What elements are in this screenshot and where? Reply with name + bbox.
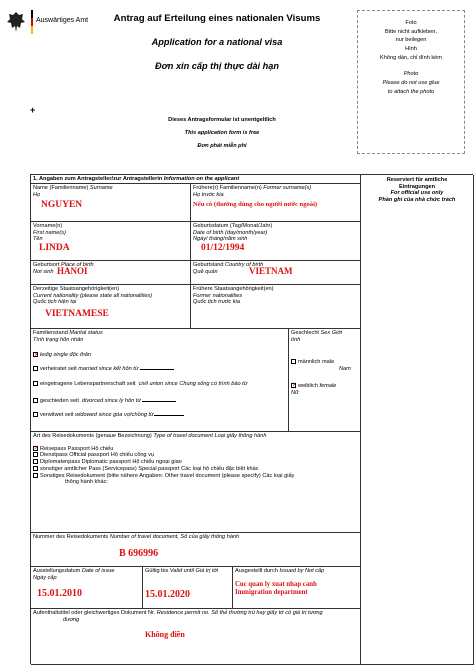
other-document-label: Sonstiges Reisedokument (bitte nähere Angaben: Other travel document (please specify) Các loại giấy bbox=[40, 472, 295, 479]
marital-option-divorced[interactable] bbox=[33, 398, 286, 405]
doctype-option-special[interactable] bbox=[33, 466, 358, 473]
marital-status-field bbox=[31, 329, 289, 432]
valid-until-label-de: Gültig bis bbox=[145, 568, 169, 574]
partnership-label-de: eingetragene Lebenspartnerschaft seit bbox=[40, 380, 136, 387]
marital-option-widowed[interactable] bbox=[33, 412, 286, 419]
residence-label-de: Aufenthaltstitel oder gleichwertiges Dokument Nr. bbox=[33, 610, 156, 616]
residence-label-en: Residence permit no. bbox=[156, 610, 210, 616]
title-de: Antrag auf Erteilung eines nationalen Visums bbox=[113, 13, 321, 24]
form-table bbox=[30, 174, 473, 664]
cob-label-vi: Quê quán bbox=[193, 268, 218, 275]
official-use-box bbox=[361, 175, 474, 665]
eagle-icon bbox=[6, 10, 26, 34]
sex-label-de: Geschlecht bbox=[291, 330, 319, 336]
widowed-label-en: widowed since góa vợ/chồng từ bbox=[75, 412, 154, 419]
former-nationality-label-vi: Quốc tịch trước kia bbox=[193, 299, 241, 306]
docnum-value: B 696996 bbox=[119, 547, 159, 559]
residence-label-vi-3: đương bbox=[63, 616, 80, 623]
first-name-label-en: First name(s) bbox=[33, 229, 66, 236]
surname-label-en: Surname bbox=[89, 185, 113, 191]
free-en: This application form is free bbox=[184, 130, 260, 136]
former-nationality-label-de: Frühere Staatsangehörigkeit(en) bbox=[193, 286, 274, 292]
doctype-option-diplomatic[interactable] bbox=[33, 459, 358, 466]
marital-option-single[interactable] bbox=[33, 352, 286, 359]
sex-label-vi-2: tính bbox=[291, 336, 301, 343]
issued-by-value-2: Immigration department bbox=[235, 588, 308, 596]
ministry-name: Auswärtiges Amt bbox=[36, 17, 89, 24]
plus-mark: + bbox=[30, 105, 36, 115]
nationality-value: VIETNAMESE bbox=[45, 309, 109, 320]
first-name-field[interactable] bbox=[31, 222, 191, 261]
photo-label-de: Foto bbox=[405, 20, 417, 26]
dob-value: 01/12/1994 bbox=[201, 243, 245, 254]
married-label-de: verheiratet seit bbox=[40, 366, 77, 373]
cob-label-de: Geburtsland bbox=[193, 262, 224, 268]
title-en: Application for a national visa bbox=[151, 37, 283, 47]
partnership-checkbox[interactable] bbox=[33, 381, 38, 386]
special-passport-checkbox[interactable] bbox=[33, 466, 38, 471]
sex-option-male[interactable] bbox=[291, 359, 358, 372]
single-checkbox[interactable] bbox=[33, 352, 38, 357]
male-label-de: männlich bbox=[298, 359, 321, 366]
widowed-checkbox[interactable] bbox=[33, 412, 38, 417]
residence-value: Không điền bbox=[145, 630, 185, 640]
valid-until-label-en: Valid until Giá trị tới bbox=[169, 568, 219, 574]
travel-document-number-field[interactable] bbox=[31, 533, 361, 567]
marital-option-partnership[interactable] bbox=[33, 381, 286, 388]
passport-label: Reisepass Passport Hộ chiếu bbox=[40, 445, 114, 452]
surname-field[interactable] bbox=[31, 184, 191, 222]
flag-bar bbox=[31, 10, 33, 34]
former-nationality-label-en: Former nationalities bbox=[193, 292, 243, 299]
cob-label-en: Country of birth bbox=[225, 262, 264, 268]
photo-box bbox=[357, 10, 465, 154]
country-of-birth-field[interactable] bbox=[191, 261, 361, 285]
doctype-label-vi: Loại giấy thông hành bbox=[214, 433, 267, 439]
issued-by-field[interactable] bbox=[233, 567, 361, 609]
nationality-label-en: Current nationality (please state all nationalities) bbox=[33, 292, 153, 299]
residence-label-vi-2: tương bbox=[307, 610, 323, 616]
cob-value: VIETNAM bbox=[249, 266, 293, 276]
doctype-option-other[interactable] bbox=[33, 473, 358, 480]
single-label: ledig single độc thân bbox=[40, 352, 92, 359]
married-date-line[interactable] bbox=[140, 369, 174, 370]
former-surname-label-en: Former surname(s) bbox=[263, 185, 312, 191]
former-surname-field[interactable] bbox=[191, 184, 361, 222]
issued-by-label-de: Ausgestellt durch bbox=[235, 568, 278, 574]
travel-document-type-field bbox=[31, 432, 361, 533]
former-surname-label-de: Frühere(r) Familienname(n) bbox=[193, 185, 262, 191]
first-name-label-de: Vorname(n) bbox=[33, 223, 63, 229]
divorced-checkbox[interactable] bbox=[33, 398, 38, 403]
official-passport-label: Dienstpass Official passport Hộ chiếu công vụ bbox=[40, 452, 155, 459]
divorced-label-de: geschieden seit bbox=[40, 397, 79, 404]
photo-note-en-1: Please do not use glue bbox=[382, 79, 440, 86]
first-name-value: LINDA bbox=[39, 243, 70, 254]
dob-label-de: Geburtsdatum (Tag/Monat/Jahr) bbox=[193, 223, 273, 229]
sex-option-female[interactable] bbox=[291, 383, 358, 396]
photo-note-vi: Không dán, chỉ đính kèm bbox=[380, 54, 442, 61]
sex-label-en: Sex bbox=[320, 330, 331, 336]
official-label-vi: Phần ghi của nhà chức trách bbox=[378, 197, 456, 204]
docnum-label-vi: Số của giấy thông hành bbox=[180, 534, 240, 540]
former-surname-value: Nếu có (thường dùng cho người nước ngoài) bbox=[193, 201, 318, 209]
special-passport-label: sonstiger amtlicher Pass (Servicepass) Special passport Các loại hộ chiếu đặc biệt khác bbox=[40, 465, 259, 472]
partnership-label-en: civil union since Chung sống có trình báo từ bbox=[138, 380, 248, 387]
issued-by-label-en: Issued by Nơi cấp bbox=[279, 568, 325, 574]
valid-until-field[interactable] bbox=[143, 567, 233, 609]
official-label-en: For official use only bbox=[390, 190, 444, 197]
title-vi: Đơn xin cấp thị thực dài hạn bbox=[154, 61, 279, 71]
date-of-birth-field[interactable] bbox=[191, 222, 361, 261]
surname-label-de: Name (Familienname) bbox=[33, 185, 89, 191]
section-title-en: Information on the applicant bbox=[163, 176, 240, 182]
marital-label-vi: Tình trạng hôn nhân bbox=[33, 336, 84, 343]
section-title-de: 1. Angaben zum Antragsteller/zur Antragstellerin bbox=[33, 176, 163, 182]
female-label-vi: Nữ bbox=[291, 389, 299, 396]
photo-note-de-2: nur beilegen bbox=[395, 37, 427, 44]
surname-value: NGUYEN bbox=[41, 200, 83, 211]
residence-permit-field[interactable] bbox=[31, 609, 361, 665]
pob-label-en: Place of birth bbox=[61, 262, 94, 268]
docnum-label-de: Nummer des Reisedokuments bbox=[33, 534, 109, 540]
free-vi: Đơn phát miễn phí bbox=[197, 143, 247, 149]
married-label-en: married since kết hôn từ bbox=[78, 366, 139, 373]
sex-label-vi-1: Giới bbox=[331, 330, 342, 336]
sex-field bbox=[289, 329, 361, 432]
male-label-en: male bbox=[321, 359, 335, 366]
surname-label-vi: Họ bbox=[33, 191, 41, 198]
female-label-en: female bbox=[319, 382, 337, 389]
passport-checkbox[interactable] bbox=[33, 446, 38, 451]
former-surname-label-vi: Họ trước kia bbox=[193, 191, 224, 198]
nationality-label-de: Derzeitige Staatsangehörigkeit(en) bbox=[33, 286, 120, 292]
doctype-option-official[interactable] bbox=[33, 452, 358, 459]
issue-date-label-de: Ausstellungsdatum bbox=[33, 568, 81, 574]
marital-label-en: Marital status bbox=[69, 330, 103, 336]
residence-label-vi-1: Số thẻ thường trú hay giấy tờ có giá trị bbox=[211, 610, 307, 616]
photo-label-en: Photo bbox=[403, 71, 419, 78]
pob-label-vi: Nơi sinh bbox=[33, 268, 54, 275]
pob-label-de: Geburtsort bbox=[33, 262, 60, 268]
divorced-date-line[interactable] bbox=[142, 401, 176, 402]
male-label-vi: Nam bbox=[339, 366, 351, 373]
section-header bbox=[31, 175, 361, 184]
nationality-field[interactable] bbox=[31, 285, 191, 329]
female-label-de: weiblich bbox=[298, 382, 318, 389]
diplomatic-passport-checkbox[interactable] bbox=[33, 459, 38, 464]
marital-option-married[interactable] bbox=[33, 366, 286, 373]
dob-label-vi: Ngày/ tháng/năm sinh bbox=[193, 236, 248, 243]
docnum-label-en: Number of travel document, bbox=[109, 534, 179, 540]
male-checkbox[interactable] bbox=[291, 359, 296, 364]
married-checkbox[interactable] bbox=[33, 366, 38, 371]
valid-until-value: 15.01.2020 bbox=[145, 588, 190, 600]
official-label-de-1: Reserviert für amtliche bbox=[386, 177, 448, 183]
photo-label-vi: Hình bbox=[405, 45, 417, 52]
date-of-issue-field[interactable] bbox=[31, 567, 143, 609]
other-document-label-2: thông hành khác: bbox=[65, 479, 108, 486]
official-passport-checkbox[interactable] bbox=[33, 452, 38, 457]
widowed-label-de: verwitwet seit bbox=[40, 412, 74, 419]
divorced-label-en: divorced since ly hôn từ bbox=[81, 397, 141, 404]
marital-label-de: Familienstand bbox=[33, 330, 68, 336]
other-document-checkbox[interactable] bbox=[33, 473, 38, 478]
former-nationality-field[interactable] bbox=[191, 285, 361, 329]
place-of-birth-field[interactable] bbox=[31, 261, 191, 285]
widowed-date-line[interactable] bbox=[154, 415, 184, 416]
official-label-de-2: Eintragungen bbox=[398, 183, 436, 190]
diplomatic-passport-label: Diplomatenpass Diplomatic passport Hộ chiếu ngoại giao bbox=[40, 459, 182, 466]
free-de: Dieses Antragsformular ist unentgeltlich bbox=[168, 117, 276, 123]
photo-note-de-1: Bitte nicht aufkleben, bbox=[385, 28, 437, 35]
issue-date-label-en: Date of issue bbox=[81, 568, 115, 574]
issued-by-value-1: Cuc quan ly xuat nhap canh bbox=[235, 580, 317, 588]
doctype-label-de: Art des Reisedokuments (genaue Bezeichnung) bbox=[33, 433, 152, 439]
first-name-label-vi: Tên bbox=[33, 236, 43, 243]
issue-date-value: 15.01.2010 bbox=[37, 588, 82, 600]
doctype-option-passport[interactable] bbox=[33, 446, 358, 453]
pob-value: HANOI bbox=[57, 266, 88, 276]
photo-note-en-2: to attach the photo bbox=[387, 88, 435, 95]
dob-label-en: Date of birth (day/month/year) bbox=[193, 229, 268, 236]
nationality-label-vi: Quốc tịch hiện tại bbox=[33, 299, 77, 306]
issue-date-label-vi: Ngày cấp bbox=[33, 574, 57, 581]
doctype-label-en: Type of travel document bbox=[153, 433, 213, 439]
female-checkbox[interactable] bbox=[291, 383, 296, 388]
